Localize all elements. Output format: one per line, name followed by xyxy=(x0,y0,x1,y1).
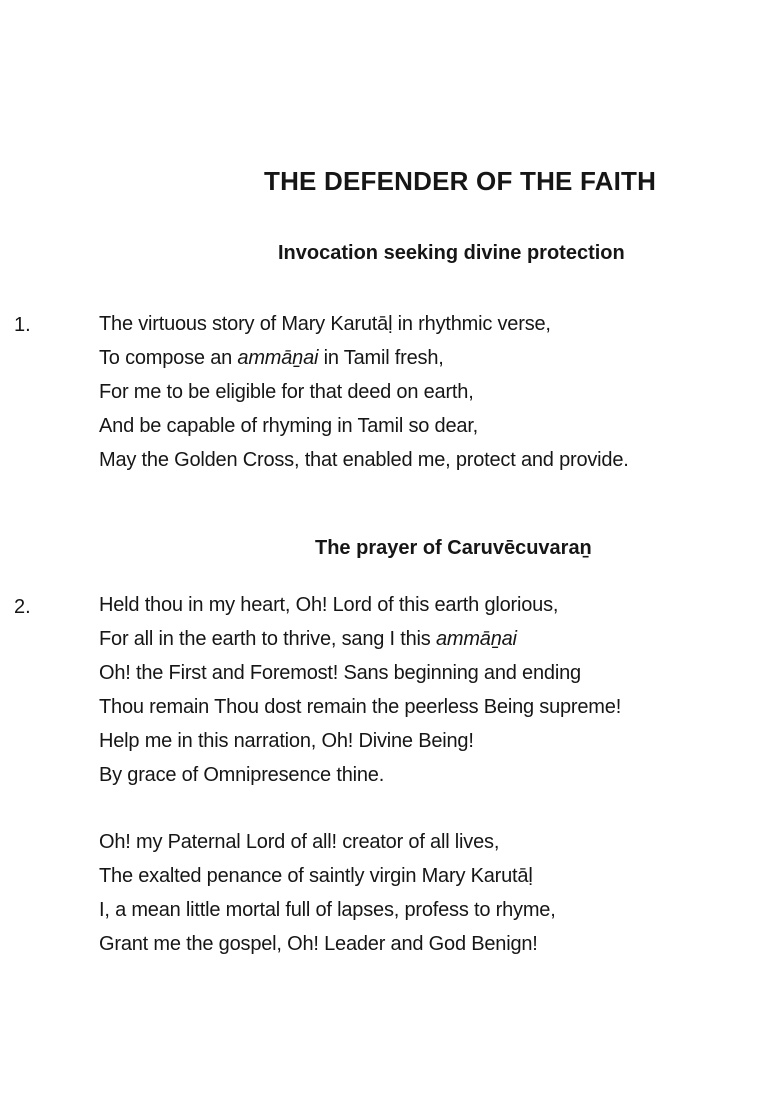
verse-line: Oh! my Paternal Lord of all! creator of all lives, xyxy=(99,831,500,853)
stanza-2 xyxy=(99,588,621,792)
verse-line: The virtuous story of Mary Karutāḷ in rhythmic verse, xyxy=(99,313,551,335)
verse-line: For all in the earth to thrive, sang I this ammāṉai xyxy=(99,628,517,650)
verse-line: The exalted penance of saintly virgin Mary Karutāḷ xyxy=(99,865,533,887)
verse-line: Thou remain Thou dost remain the peerless Being supreme! xyxy=(99,696,622,718)
verse-line: Grant me the gospel, Oh! Leader and God Benign! xyxy=(99,933,538,955)
section-1-heading: Invocation seeking divine protection xyxy=(278,242,625,264)
verse-line: To compose an ammāṉai in Tamil fresh, xyxy=(99,347,444,369)
section-2-heading: The prayer of Caruvēcuvaraṉ xyxy=(315,537,592,559)
stanza-1 xyxy=(99,307,629,477)
verse-line: Oh! the First and Foremost! Sans beginning and ending xyxy=(99,662,581,684)
verse-line: May the Golden Cross, that enabled me, protect and provide. xyxy=(99,449,629,471)
section-1-number: 1. xyxy=(14,314,31,336)
stanza-3 xyxy=(99,825,556,961)
verse-line: By grace of Omnipresence thine. xyxy=(99,764,385,786)
page-title: THE DEFENDER OF THE FAITH xyxy=(264,166,657,196)
verse-line: I, a mean little mortal full of lapses, profess to rhyme, xyxy=(99,899,556,921)
section-2-number: 2. xyxy=(14,596,31,618)
verse-line: Held thou in my heart, Oh! Lord of this earth glorious, xyxy=(99,594,559,616)
verse-line: Help me in this narration, Oh! Divine Being! xyxy=(99,730,474,752)
verse-line: For me to be eligible for that deed on earth, xyxy=(99,381,474,403)
verse-line: And be capable of rhyming in Tamil so dear, xyxy=(99,415,479,437)
